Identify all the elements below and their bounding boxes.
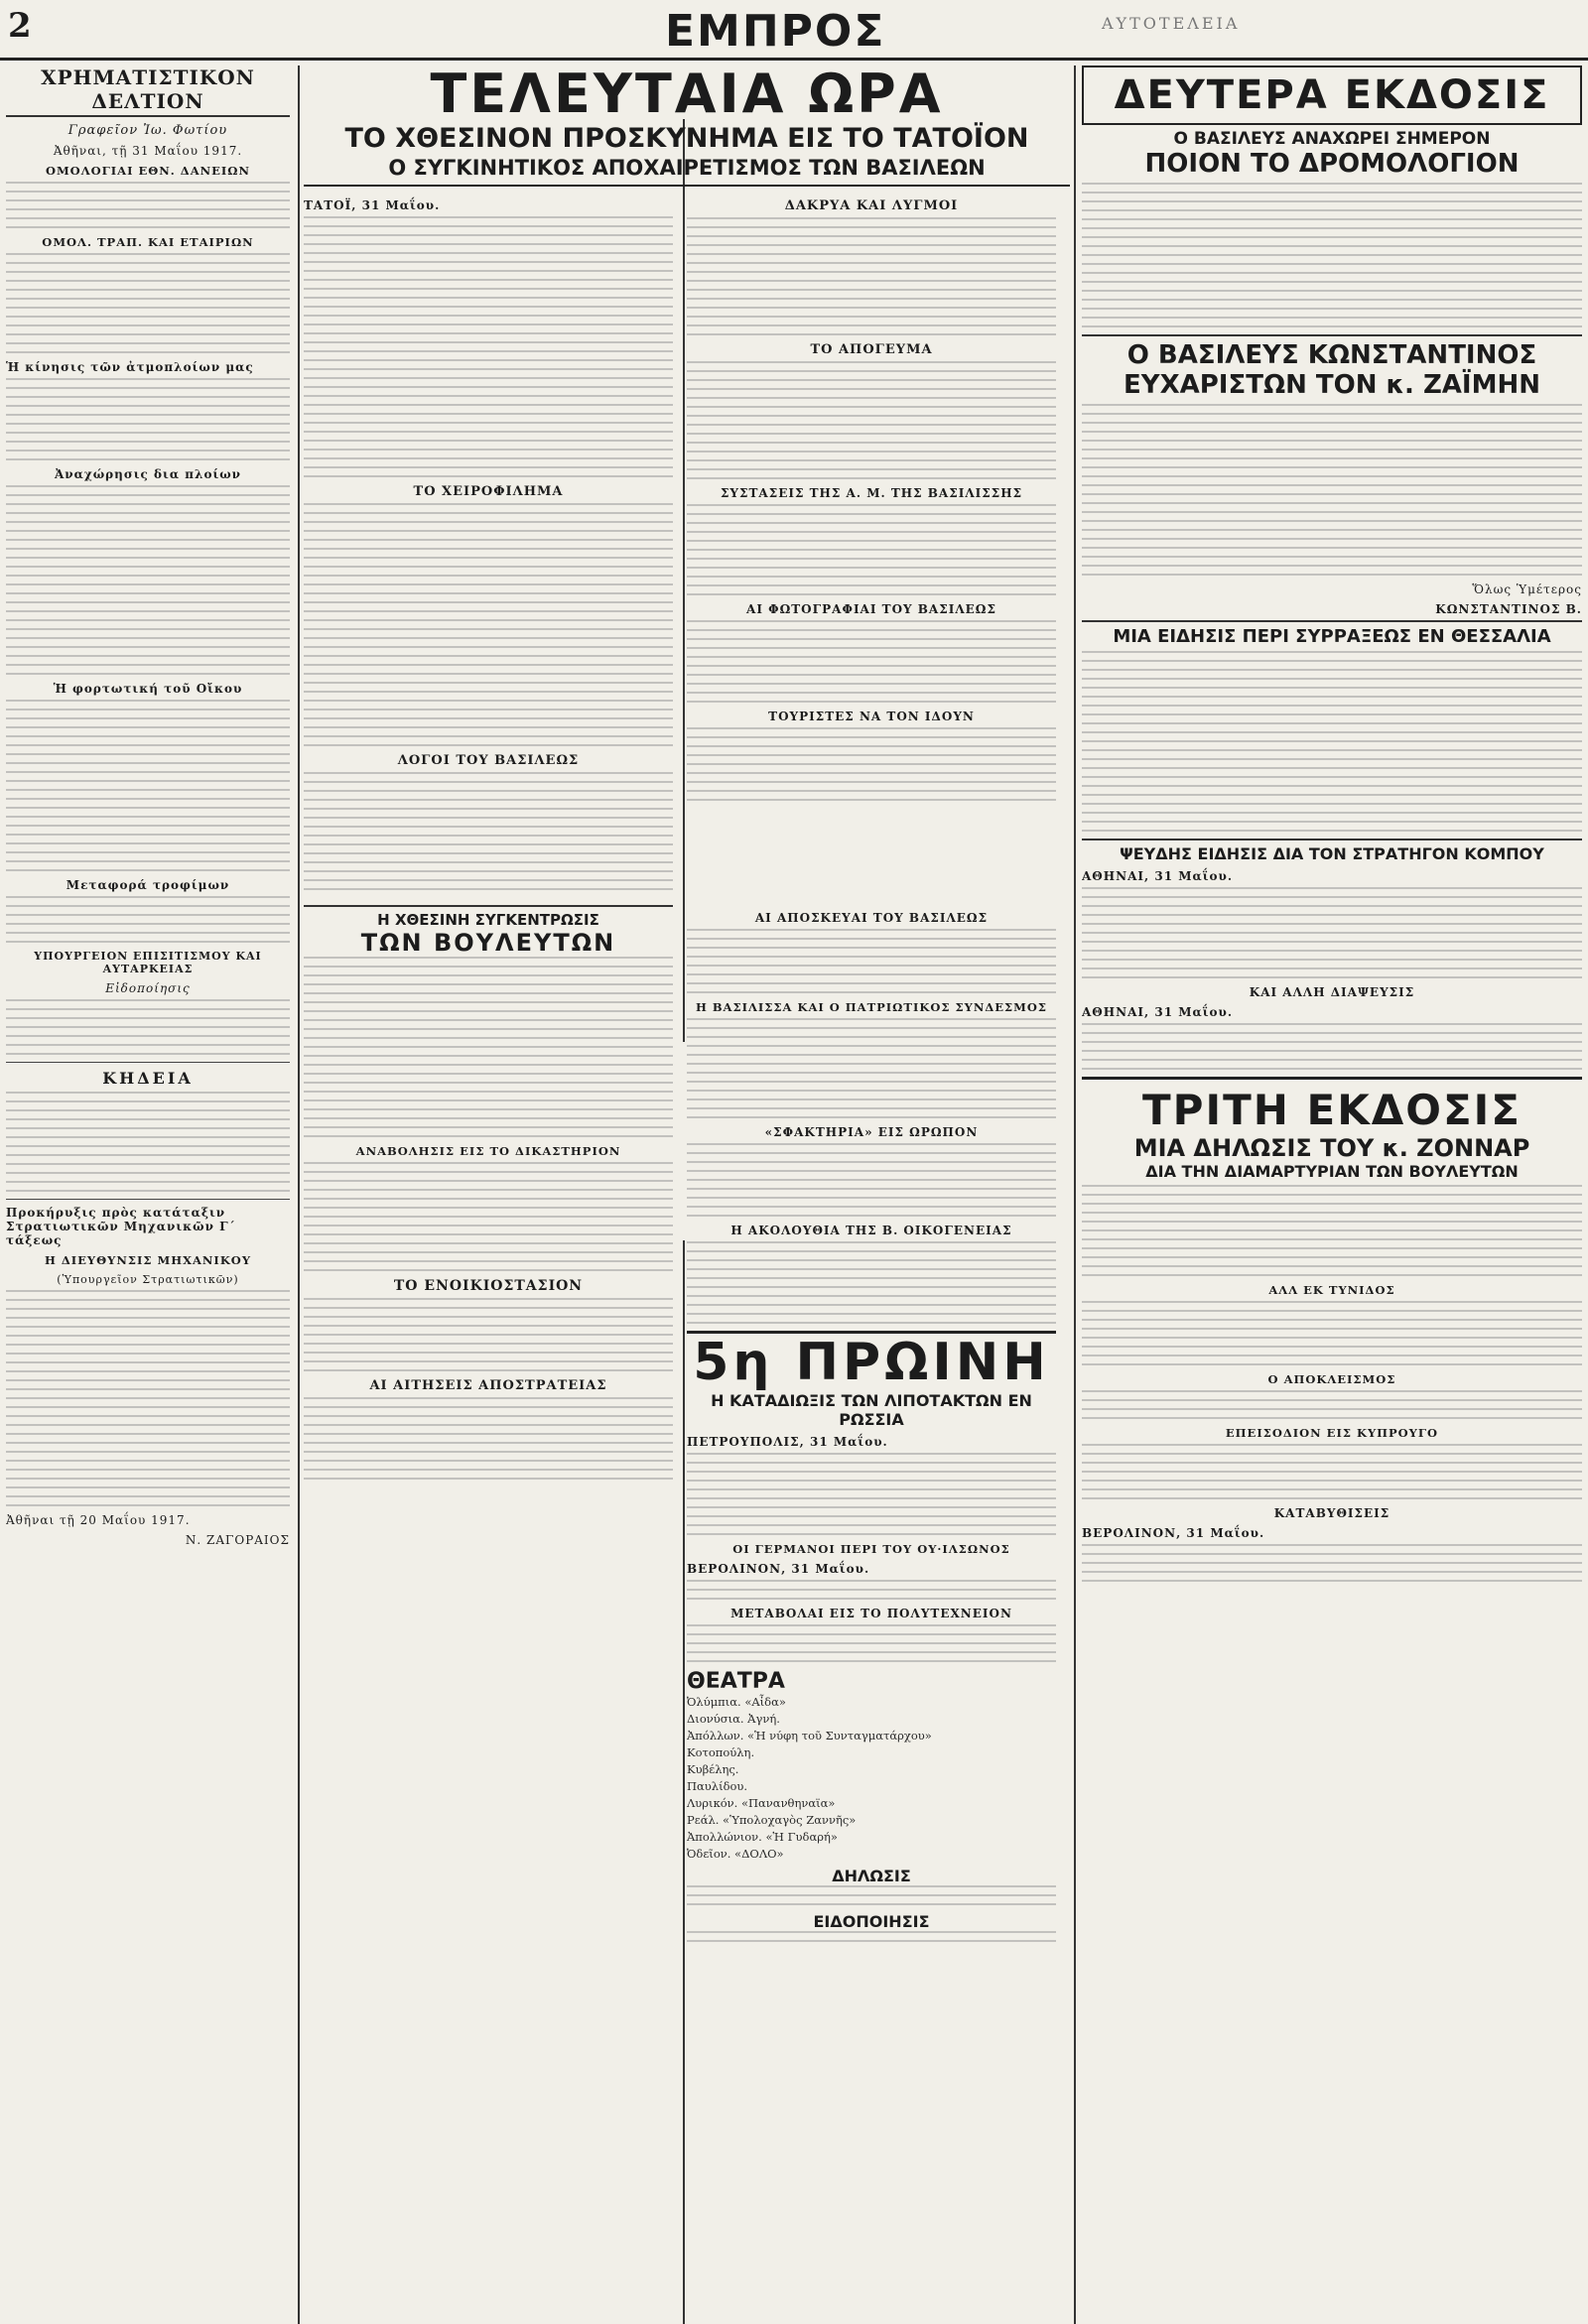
- text-block: [687, 1931, 1056, 1942]
- berlin-dateline: ΒΕΡΟΛΙΝΟΝ, 31 Μαΐου.: [687, 1562, 870, 1576]
- retirement-heading: ΑΙ ΑΙΤΗΣΕΙΣ ΑΠΟΣΤΡΑΤΕΙΑΣ: [369, 1378, 607, 1393]
- text-block: [687, 217, 1056, 335]
- jonnart-heading: ΜΙΑ ΔΗΛΩΣΙΣ ΤΟΥ κ. ΖΟΝΝΑΡ: [1133, 1134, 1530, 1162]
- second-edition-headline: ΔΕΥΤΕΡΑ ΕΚΔΟΣΙΣ: [1082, 65, 1582, 125]
- berlin-dateline-right: ΒΕΡΟΛΙΝΟΝ, 31 Μαΐου.: [1082, 1526, 1265, 1540]
- theatres-heading: ΘΕΑΤΡΑ: [687, 1669, 785, 1694]
- tears-heading: ΔΑΚΡΥΑ ΚΑΙ ΛΥΓΜΟΙ: [784, 198, 959, 213]
- text-block: [304, 1397, 673, 1480]
- text-block: [1082, 887, 1582, 978]
- king-constantine-heading: Ο ΒΑΣΙΛΕΥΣ ΚΩΝΣΤΑΝΤΙΝΟΣ: [1082, 334, 1582, 370]
- text-block: [687, 361, 1056, 479]
- text-block: [687, 1885, 1056, 1905]
- theatre-item: Ἀπολλώνιον. «Ἡ Γυδαρή»: [687, 1830, 838, 1844]
- page-number: 2: [8, 6, 32, 46]
- statement-heading: ΔΗΛΩΣΙΣ: [832, 1867, 911, 1885]
- subcolumn-b: [687, 193, 1056, 897]
- afternoon-heading: ΤΟ ΑΠΟΓΕΥΜΑ: [810, 342, 933, 357]
- text-block: [304, 772, 673, 890]
- ministry-heading: ΥΠΟΥΡΓΕΙΟΝ ΕΠΙΣΙΤΙΣΜΟΥ ΚΑΙ ΑΥΤΑΡΚΕΙΑΣ: [34, 950, 262, 975]
- text-block: [687, 929, 1056, 993]
- column-second-edition: [1082, 65, 1582, 2318]
- column-divider: [298, 65, 300, 2324]
- text-block: [1082, 1023, 1582, 1070]
- baggage-heading: ΑΙ ΑΠΟΣΚΕΥΑΙ ΤΟΥ ΒΑΣΙΛΕΩΣ: [754, 911, 989, 925]
- text-block: [6, 182, 290, 228]
- text-block: [1082, 404, 1582, 576]
- last-hour-columns: [304, 193, 1070, 897]
- ministry-subheading: Εἰδοποίησις: [105, 981, 191, 995]
- text-block: [687, 1241, 1056, 1324]
- theatre-item: Λυρικόν. «Πανανθηναϊα»: [687, 1796, 836, 1810]
- text-block: [1082, 183, 1582, 327]
- bulletin-section-banks: ΟΜΟΛ. ΤΡΑΠ. ΚΑΙ ΕΤΑΙΡΙΩΝ: [42, 235, 254, 249]
- text-block: [1082, 1301, 1582, 1365]
- thanks-zaimis-heading: ΕΥΧΑΡΙΣΤΩΝ ΤΟΝ κ. ΖΑΪΜΗΝ: [1124, 370, 1540, 400]
- column-market-bulletin: [6, 65, 290, 2318]
- subcolumn-d: [687, 905, 1056, 1949]
- text-block: [1082, 1444, 1582, 1499]
- masthead-rule: [0, 58, 1588, 61]
- theatre-item: Ἀπόλλων. «Ἡ νύφη τοῦ Συνταγματάρχου»: [687, 1729, 932, 1743]
- engineers-ministry: (Ὑπουργεῖον Στρατιωτικῶν): [57, 1273, 239, 1286]
- royal-retinue-heading: Η ΑΚΟΛΟΥΘΙΑ ΤΗΣ Β. ΟΙΚΟΓΕΝΕΙΑΣ: [730, 1224, 1012, 1237]
- fifth-morning-headline: 5η ΠΡΩΙΝΗ: [693, 1333, 1050, 1392]
- sfaktiria-heading: «ΣΦΑΚΤΗΡΙΑ» ΕΙΣ ΩΡΩΠΟΝ: [764, 1125, 979, 1139]
- text-block: [6, 378, 290, 460]
- theatre-item: Ὀδεῖον. «ΔΟΛΟ»: [687, 1847, 784, 1861]
- text-block: [304, 1298, 673, 1371]
- masthead-faded-text: ΑΥΤΟΤΕΛΕΙΑ: [1102, 14, 1241, 33]
- another-denial-heading: ΚΑΙ ΑΛΛΗ ΔΙΑΨΕΥΣΙΣ: [1249, 985, 1415, 999]
- engineers-directorate: Η ΔΙΕΥΘΥΝΣΙΣ ΜΗΧΑΝΙΚΟΥ: [44, 1253, 252, 1267]
- meeting-heading: Η ΧΘΕΣΙΝΗ ΣΥΓΚΕΝΤΡΩΣΙΣ: [304, 905, 673, 929]
- queen-advice-heading: ΣΥΣΤΑΣΕΙΣ ΤΗΣ Α. Μ. ΤΗΣ ΒΑΣΙΛΙΣΣΗΣ: [720, 486, 1023, 500]
- letter-sign-line2: ΚΩΝΣΤΑΝΤΙΝΟΣ Β.: [1435, 602, 1582, 616]
- text-block: [687, 504, 1056, 595]
- letter-sign-line1: Ὅλως Ὑμέτερος: [1472, 582, 1582, 596]
- text-block: [687, 727, 1056, 801]
- subcolumn-a: [304, 193, 673, 897]
- news-food-transport-heading: Μεταφορά τροφίμων: [66, 878, 230, 892]
- sinkings-heading: ΚΑΤΑΒΥΘΙΣΕΙΣ: [1273, 1506, 1390, 1520]
- athens-dateline-b: ΑΘΗΝΑΙ, 31 Μαΐου.: [1082, 1005, 1234, 1019]
- last-hour-farewell: Ο ΣΥΓΚΙΝΗΤΙΚΟΣ ΑΠΟΧΑΙΡΕΤΙΣΜΟΣ ΤΩΝ ΒΑΣΙΛΕΩΝ: [304, 155, 1070, 187]
- king-words-heading: ΛΟΓΟΙ ΤΟΥ ΒΑΣΙΛΕΩΣ: [397, 753, 580, 768]
- last-hour-subheadline: ΤΟ ΧΘΕΣΙΝΟΝ ΠΡΟΣΚΥΝΗΜΑ ΕΙΣ ΤΟ ΤΑΤΟΪΟΝ: [344, 123, 1029, 154]
- text-block: [1082, 1185, 1582, 1276]
- theatres-list: [687, 1694, 1056, 1863]
- itinerary-heading: ΠΟΙΟΝ ΤΟ ΔΡΟΜΟΛΟΓΙΟΝ: [1144, 149, 1520, 179]
- column-last-hour: [304, 65, 1070, 2318]
- cyprus-episode-heading: ΕΠΕΙΣΟΔΙΟΝ ΕΙΣ ΚΥΠΡΟΥΓΟ: [1225, 1426, 1439, 1440]
- news-ships-heading: Ἡ κίνησις τῶν ἀτμοπλοίων μας: [6, 360, 254, 374]
- theatre-item: Ρεάλ. «Ὑπολοχαγὸς Ζαννῆς»: [687, 1813, 857, 1827]
- petrograd-dateline: ΠΕΤΡΟΥΠΟΛΙΣ, 31 Μαΐου.: [687, 1435, 888, 1449]
- bulletin-dateline: Ἀθῆναι, τῇ 31 Μαΐου 1917.: [53, 144, 243, 158]
- column-divider: [1074, 65, 1076, 2324]
- newspaper-title: ΕΜΠΡΟΣ: [665, 6, 886, 57]
- text-block: [6, 999, 290, 1055]
- text-block: [687, 1453, 1056, 1535]
- court-heading: ΑΝΑΒΟΛΗΣΙΣ ΕΙΣ ΤΟ ΔΙΚΑΣΤΗΡΙΟΝ: [355, 1144, 621, 1158]
- deputies-heading: ΤΩΝ ΒΟΥΛΕΥΤΩΝ: [360, 929, 616, 957]
- engineers-notice-heading: Προκήρυξις πρὸς κατάταξιν Στρατιωτικῶν Μηχανικῶν Γ΄ τάξεως: [6, 1206, 236, 1247]
- queen-league-heading: Η ΒΑΣΙΛΙΣΣΑ ΚΑΙ Ο ΠΑΤΡΙΩΤΙΚΟΣ ΣΥΝΔΕΣΜΟΣ: [695, 1000, 1048, 1014]
- king-departs-heading: Ο ΒΑΣΙΛΕΥΣ ΑΝΑΧΩΡΕΙ ΣΗΜΕΡΟΝ: [1173, 129, 1491, 149]
- tatoi-dateline: ΤΑΤΟΪ, 31 Μαΐου.: [304, 198, 441, 212]
- text-block: [304, 216, 673, 477]
- tunis-heading: ΑΛΛ ΕΚ ΤΥΝΙΔΟΣ: [1268, 1283, 1395, 1297]
- tourists-heading: ΤΟΥΡΙΣΤΕΣ ΝΑ ΤΟΝ ΙΔΟΥΝ: [768, 710, 975, 723]
- text-block: [1082, 651, 1582, 832]
- funeral-heading: ΚΗΔΕΙΑ: [102, 1069, 194, 1088]
- bulletin-section-loans: ΟΜΟΛΟΓΙΑΙ ΕΘΝ. ΔΑΝΕΙΩΝ: [45, 164, 251, 178]
- notice-sign-date: Ἀθῆναι τῇ 20 Μαΐου 1917.: [6, 1513, 191, 1527]
- text-block: [6, 700, 290, 871]
- subcolumn-c: [304, 905, 673, 1949]
- text-block: [687, 1580, 1056, 1600]
- theatre-item: Κυβέλης.: [687, 1762, 739, 1776]
- text-block: [6, 485, 290, 675]
- germans-wilson-heading: ΟΙ ΓΕΡΜΑΝΟΙ ΠΕΡΙ ΤΟΥ ΟΥ·ΙΛΣΩΝΟΣ: [732, 1542, 1010, 1556]
- text-block: [687, 1018, 1056, 1118]
- center-lower-row: [304, 905, 1070, 1949]
- thessaly-clash-heading: ΜΙΑ ΕΙΔΗΣΙΣ ΠΕΡΙ ΣΥΡΡΑΞΕΩΣ ΕΝ ΘΕΣΣΑΛΙΑ: [1082, 620, 1582, 647]
- last-hour-headline: ΤΕΛΕΥΤΑΙΑ ΩΡΑ: [430, 65, 944, 125]
- market-bulletin-heading: ΧΡΗΜΑΤΙΣΤΙΚΟΝ ΔΕΛΤΙΟΝ: [6, 65, 290, 117]
- text-block: [1082, 1390, 1582, 1419]
- third-edition-headline: ΤΡΙΤΗ ΕΚΔΟΣΙΣ: [1082, 1077, 1582, 1134]
- text-block: [6, 1290, 290, 1506]
- photos-heading: ΑΙ ΦΩΤΟΓΡΑΦΙΑΙ ΤΟΥ ΒΑΣΙΛΕΩΣ: [746, 602, 996, 616]
- text-block: [687, 1143, 1056, 1217]
- notice-sign-name: Ν. ΖΑΓΟΡΑΙΟΣ: [185, 1533, 290, 1547]
- notice-heading: ΕΙΔΟΠΟΙΗΣΙΣ: [813, 1912, 930, 1931]
- text-block: [304, 1162, 673, 1271]
- theatre-item: Διονύσια. Ἀγνή.: [687, 1712, 780, 1726]
- athens-dateline-a: ΑΘΗΝΑΙ, 31 Μαΐου.: [1082, 869, 1234, 883]
- text-block: [1082, 1544, 1582, 1582]
- false-news-heading: ΨΕΥΔΗΣ ΕΙΔΗΣΙΣ ΔΙΑ ΤΟΝ ΣΤΡΑΤΗΓΟΝ ΚΟΜΠΟΥ: [1082, 839, 1582, 863]
- news-cargo-heading: Ἡ φορτωτική τοῦ Οἴκου: [53, 682, 243, 696]
- theatre-item: Ὀλύμπια. «Αἶδα»: [687, 1695, 786, 1709]
- theatre-item: Κοτοπούλη.: [687, 1745, 755, 1759]
- bulletin-byline: Γραφεῖον Ἰω. Φωτίου: [67, 123, 228, 138]
- text-block: [304, 957, 673, 1137]
- text-block: [304, 503, 673, 746]
- text-block: [687, 620, 1056, 703]
- deserters-heading: Η ΚΑΤΑΔΙΩΞΙΣ ΤΩΝ ΛΙΠΟΤΑΚΤΩΝ ΕΝ ΡΩΣΣΙΑ: [711, 1391, 1032, 1429]
- blockade-heading: Ο ΑΠΟΚΛΕΙΣΜΟΣ: [1267, 1372, 1396, 1386]
- rent-heading: ΤΟ ΕΝΟΙΚΙΟΣΤΑΣΙΟΝ: [393, 1278, 584, 1294]
- theatre-item: Παυλίδου.: [687, 1779, 748, 1793]
- polytechnic-heading: ΜΕΤΑΒΟΛΑΙ ΕΙΣ ΤΟ ΠΟΛΥΤΕΧΝΕΙΟΝ: [730, 1607, 1012, 1620]
- deputies-protest-heading: ΔΙΑ ΤΗΝ ΔΙΑΜΑΡΤΥΡΙΑΝ ΤΩΝ ΒΟΥΛΕΥΤΩΝ: [1145, 1162, 1519, 1181]
- text-block: [687, 1624, 1056, 1662]
- text-block: [6, 253, 290, 353]
- kiss-hand-heading: ΤΟ ΧΕΙΡΟΦΙΛΗΜΑ: [413, 484, 564, 499]
- news-departure-heading: Ἀναχώρησις δια πλοίων: [54, 467, 241, 481]
- text-block: [6, 896, 290, 943]
- text-block: [6, 1092, 290, 1192]
